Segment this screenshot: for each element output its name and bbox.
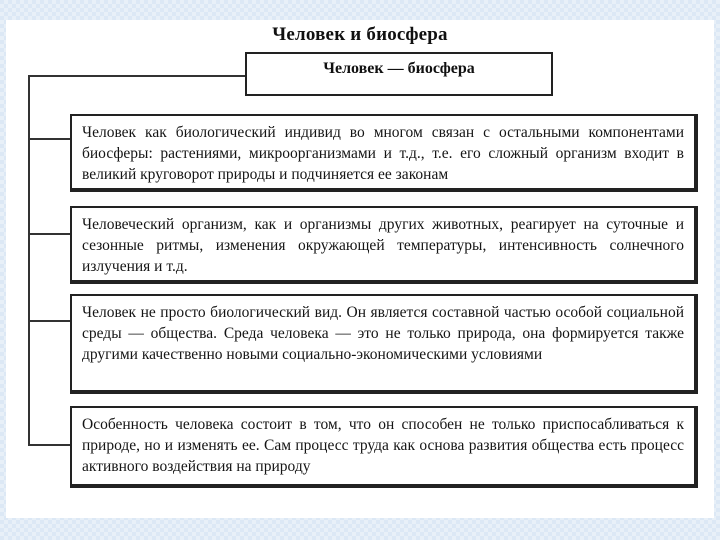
root-node: Человек — биосфера (245, 52, 553, 96)
info-box-3: Человек не просто биологический вид. Он является составной частью особой социальной среды — общества. Среда человека — это не только природа, она формируется также другими качественно новыми социально-экономическими условиями (70, 294, 698, 394)
connector-branch-2 (28, 233, 70, 235)
connector-branch-1 (28, 138, 70, 140)
diagram-sheet (6, 20, 714, 518)
diagram-title: Человек и биосфера (272, 24, 448, 45)
connector-branch-4 (28, 444, 70, 446)
info-box-2: Человеческий организм, как и организмы других животных, реагирует на суточные и сезонные ритмы, изменения окружающей температуры, интенсивность солнечного излучения и т.д. (70, 206, 698, 284)
connector-branch-3 (28, 320, 70, 322)
info-box-4: Особенность человека состоит в том, что он способен не только приспосабливаться к природе, но и изменять ее. Сам процесс труда как основа развития общества есть процесс активного воздействия на природу (70, 406, 698, 488)
connector-trunk (28, 76, 30, 446)
connector-root (28, 75, 245, 77)
info-box-1: Человек как биологический индивид во многом связан с остальными компонентами биосферы: растениями, микроорганизмами и т.д., т.е. его сложный организм входит в великий круговорот природы и подчиняется ее законам (70, 114, 698, 192)
